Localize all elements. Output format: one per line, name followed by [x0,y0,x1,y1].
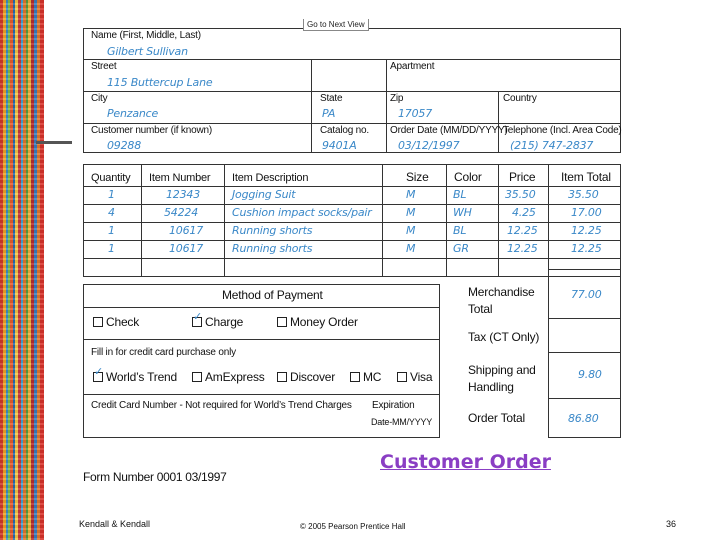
worlds-trend-option[interactable] [93,366,177,384]
catalog-value[interactable]: 9401A [322,139,357,152]
apartment-label: Apartment [390,61,435,72]
price-header: Price [509,170,536,184]
telephone-label: Telephone (Incl. Area Code) [503,125,622,136]
customer-number-value[interactable]: 09288 [107,139,141,152]
divider [83,222,621,223]
amex-label: AmExpress [205,370,265,384]
row-quantity[interactable]: 1 [108,242,115,255]
mc-label: MC [363,370,382,384]
row-price[interactable]: 12.25 [507,224,538,237]
merchandise-label: Merchandise [468,285,535,299]
divider [83,123,621,124]
merchandise-total-value[interactable]: 77.00 [571,288,602,301]
divider [498,164,499,277]
shipping-label: Shipping and [468,363,536,377]
order-total-label: Order Total [468,411,525,425]
divider [83,204,621,205]
credit-card-note: Fill in for credit card purchase only [91,347,236,358]
row-color[interactable]: BL [453,224,467,237]
footer-author: Kendall & Kendall [79,519,151,529]
row-item-number[interactable]: 12343 [166,188,200,201]
divider [311,59,312,153]
discover-option[interactable] [277,370,335,384]
row-description[interactable]: Running shorts [232,224,313,237]
row-color[interactable]: BL [453,188,467,201]
item-number-header: Item Number [149,172,211,184]
amex-checkbox[interactable] [192,372,202,382]
footer-copyright: © 2005 Pearson Prentice Hall [300,522,406,531]
row-item-number[interactable]: 10617 [169,242,203,255]
name-value[interactable]: Gilbert Sullivan [107,45,188,58]
catalog-label: Catalog no. [320,125,369,136]
row-total[interactable]: 12.25 [571,242,602,255]
customer-number-label: Customer number (if known) [91,125,212,136]
shipping-value[interactable]: 9.80 [578,368,602,381]
divider [83,258,621,259]
street-label: Street [91,61,117,72]
order-date-value[interactable]: 03/12/1997 [398,139,460,152]
street-value[interactable]: 115 Buttercup Lane [107,76,213,89]
city-label: City [91,93,108,104]
item-description-header: Item Description [232,172,309,184]
row-size[interactable]: M [406,224,416,237]
divider [83,91,621,92]
row-size[interactable]: M [406,188,416,201]
card-number-label: Credit Card Number - Not required for World’s Trend Charges [91,400,352,411]
divider [141,164,142,277]
city-value[interactable]: Penzance [107,107,159,120]
decorative-woven-strip [0,0,44,540]
checkmark-icon: ✓ [94,366,104,378]
color-header: Color [454,170,482,184]
row-total[interactable]: 17.00 [571,206,602,219]
merchandise-label-2: Total [468,302,493,316]
row-quantity[interactable]: 1 [108,224,115,237]
discover-label: Discover [290,370,336,384]
check-checkbox[interactable] [93,317,103,327]
divider [83,186,621,187]
footer-page-number: 36 [666,519,677,529]
telephone-value[interactable]: (215) 747-2837 [510,139,594,152]
row-description[interactable]: Running shorts [232,242,313,255]
name-label: Name (First, Middle, Last) [91,30,201,41]
divider [83,394,440,395]
size-header: Size [406,170,429,184]
money-order-checkbox[interactable] [277,317,287,327]
money-order-option[interactable] [277,315,358,329]
row-price[interactable]: 4.25 [512,206,536,219]
charge-checkbox[interactable] [192,311,203,327]
divider [83,240,621,241]
divider [548,164,549,277]
check-option[interactable] [93,315,139,329]
zip-label: Zip [390,93,404,104]
row-price[interactable]: 35.50 [505,188,536,201]
expiration-label: Expiration [372,400,415,411]
divider [382,164,383,277]
visa-checkbox[interactable] [397,372,407,382]
zip-value[interactable]: 17057 [398,107,432,120]
form-number: Form Number 0001 03/1997 [83,470,227,484]
row-color[interactable]: WH [453,206,472,219]
divider [548,398,621,399]
quantity-header: Quantity [91,172,131,184]
row-quantity[interactable]: 1 [108,188,115,201]
row-size[interactable]: M [406,242,416,255]
row-description[interactable]: Cushion impact socks/pair [232,206,372,219]
discover-checkbox[interactable] [277,372,287,382]
mc-checkbox[interactable] [350,372,360,382]
row-color[interactable]: GR [453,242,469,255]
row-total[interactable]: 35.50 [568,188,599,201]
check-label: Check [106,315,140,329]
state-label: State [320,93,343,104]
amex-option[interactable] [192,370,265,384]
row-size[interactable]: M [406,206,416,219]
worlds-trend-label: World’s Trend [106,370,177,384]
item-total-header: Item Total [561,170,611,184]
divider [386,59,387,153]
charge-label: Charge [205,315,244,329]
row-total[interactable]: 12.25 [571,224,602,237]
payment-title: Method of Payment [222,288,323,302]
state-value[interactable]: PA [322,107,336,120]
money-order-label: Money Order [290,315,358,329]
divider [83,59,621,60]
divider [548,318,621,319]
next-view-tooltip[interactable]: Go to Next View [303,19,369,31]
mc-option[interactable] [350,370,381,384]
order-date-label: Order Date (MM/DD/YYYY) [390,125,508,136]
divider [224,164,225,277]
visa-label: Visa [410,370,433,384]
row-price[interactable]: 12.25 [507,242,538,255]
charge-option[interactable] [192,311,244,329]
worlds-trend-checkbox[interactable] [93,366,104,382]
row-description[interactable]: Jogging Suit [232,188,296,201]
visa-option[interactable] [397,370,432,384]
customer-order-title[interactable]: Customer Order [380,451,551,473]
order-total-value[interactable]: 86.80 [568,412,599,425]
country-label: Country [503,93,537,104]
divider [83,339,440,340]
shipping-label-2: Handling [468,380,514,394]
decorative-line [36,141,72,144]
divider [498,91,499,153]
row-quantity[interactable]: 4 [108,206,115,219]
row-item-number[interactable]: 54224 [164,206,198,219]
divider [548,352,621,353]
checkmark-icon: ✓ [193,311,203,323]
expiration-format: Date-MM/YYYY [371,417,433,427]
tax-label: Tax (CT Only) [468,330,540,344]
divider [446,164,447,277]
row-item-number[interactable]: 10617 [169,224,203,237]
divider [83,307,440,308]
